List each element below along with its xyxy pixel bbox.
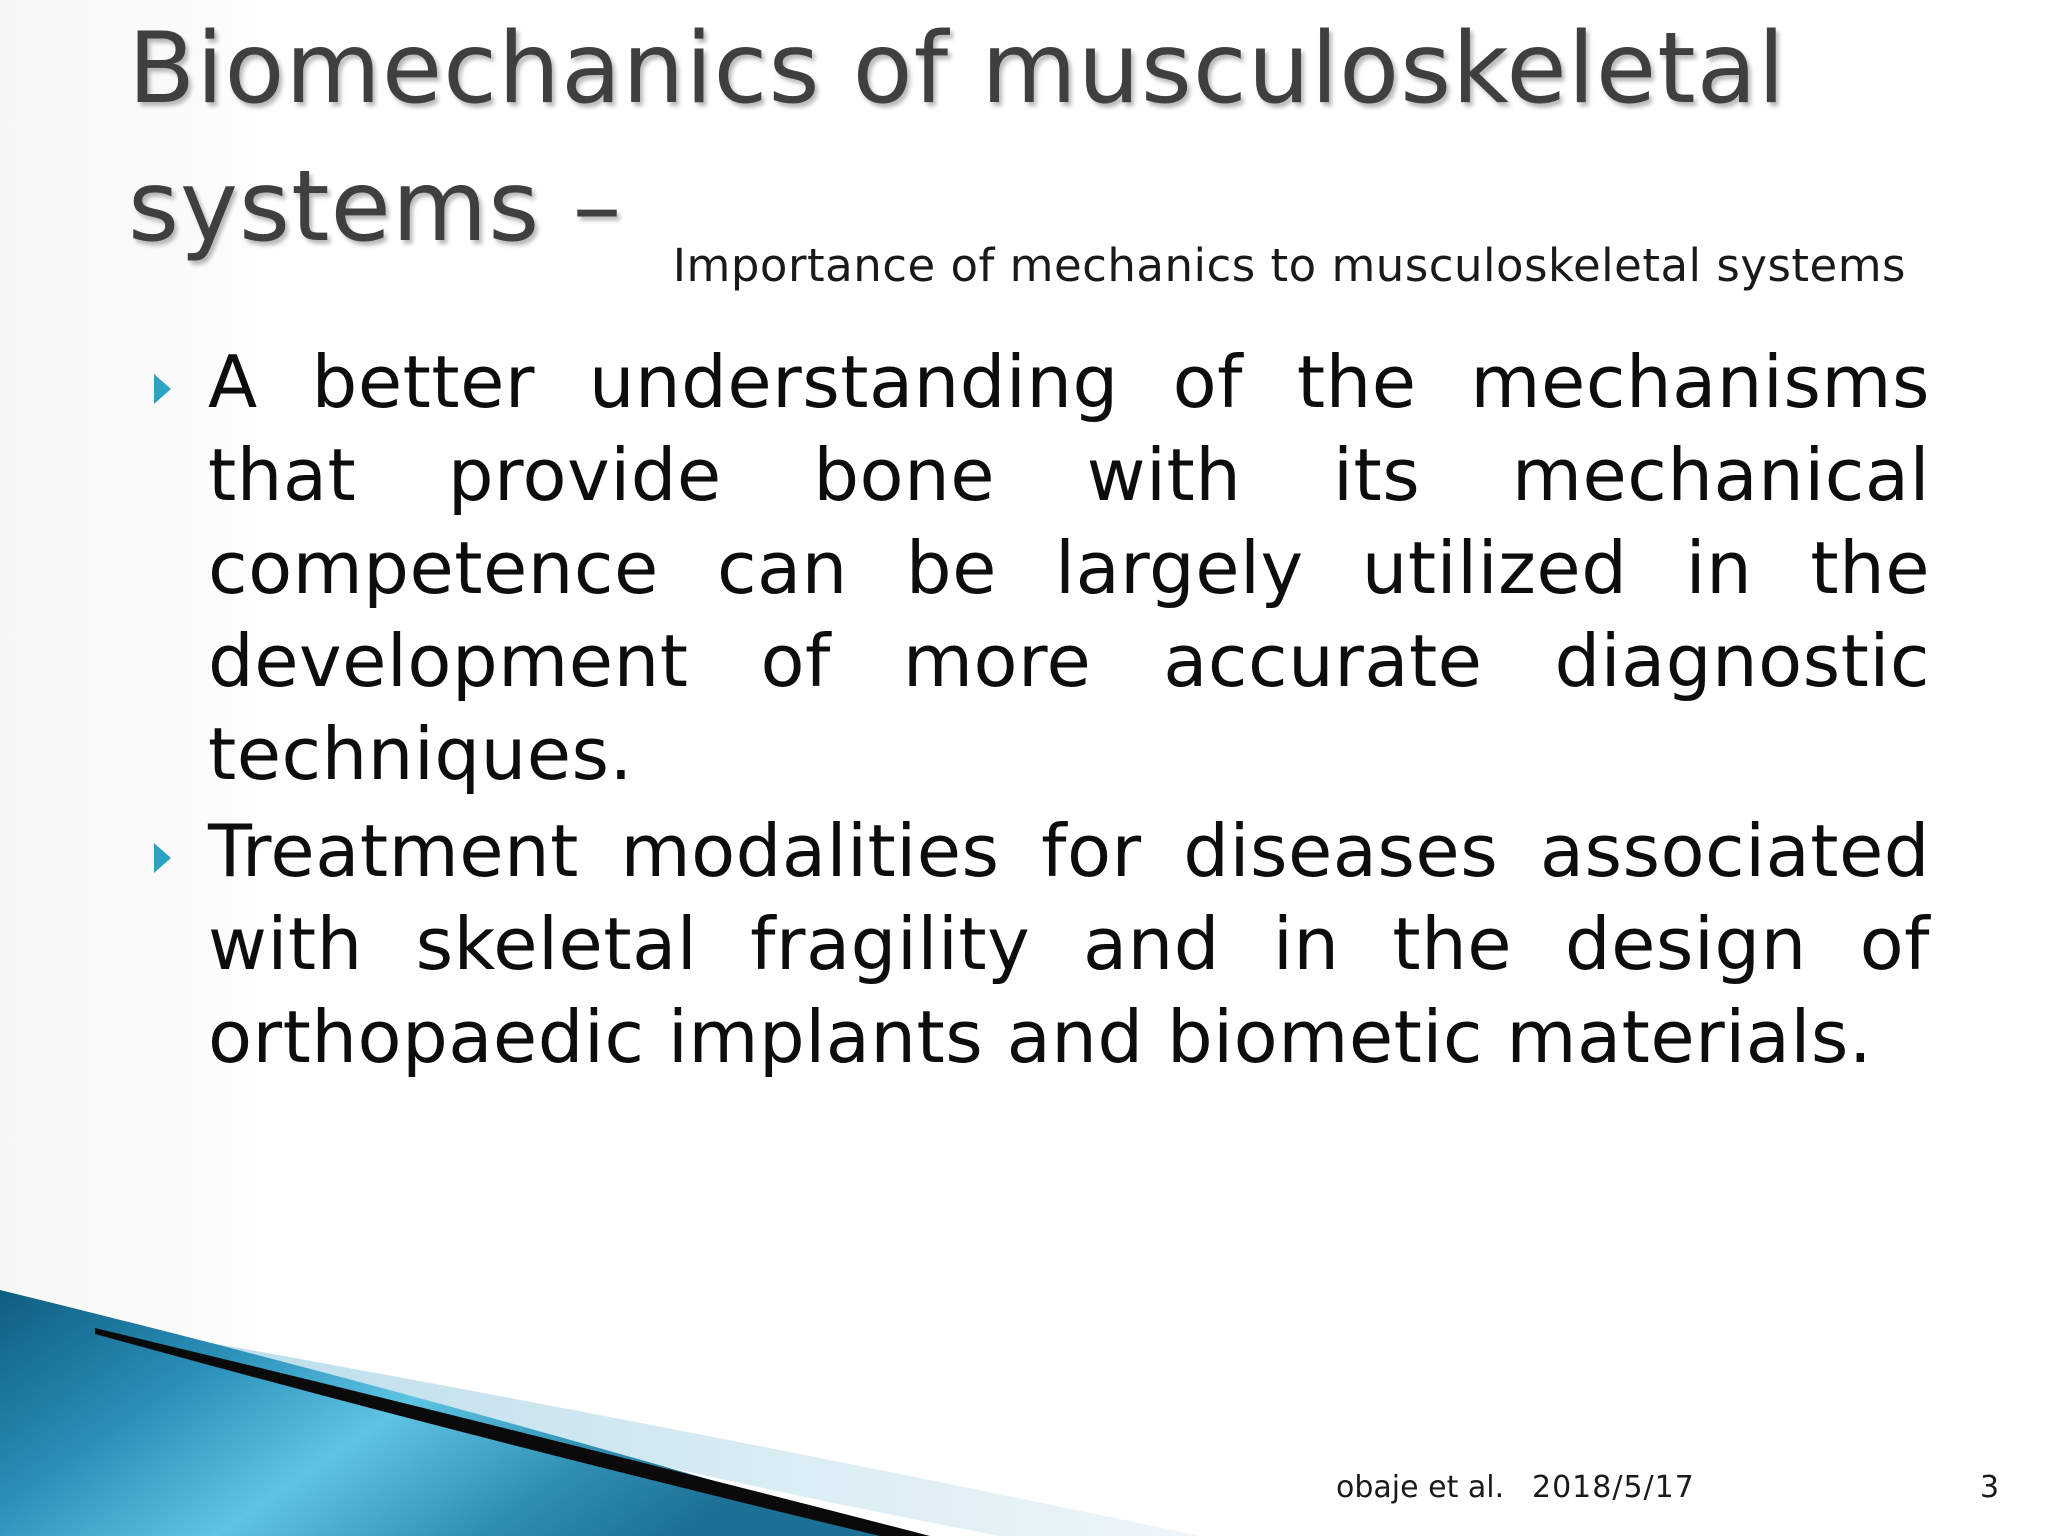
decorative-swoosh xyxy=(0,1280,1200,1536)
bullet-item xyxy=(150,805,1930,1084)
triangle-bullet-icon xyxy=(154,374,171,404)
bullet-item xyxy=(150,336,1930,801)
bullet-text: A better understanding of the mechanisms that provide bone with its mechanical competence can be largely utilized in the development of more accurate diagnostic techniques. xyxy=(208,340,1930,796)
slide-title: Biomechanics of musculoskeletal systems – xyxy=(128,12,1786,264)
bullet-text: Treatment modalities for diseases associated with skeletal fragility and in the design of orthopaedic implants and biometic materials. xyxy=(208,809,1930,1079)
bullet-list xyxy=(150,336,1930,1088)
slide-number: 3 xyxy=(1980,1470,2000,1505)
footer-author: obaje et al. xyxy=(1336,1470,1505,1505)
footer-date: 2018/5/17 xyxy=(1532,1470,1695,1505)
slide-subtitle: Importance of mechanics to musculoskeletal systems xyxy=(672,239,1906,292)
triangle-bullet-icon xyxy=(154,843,171,873)
